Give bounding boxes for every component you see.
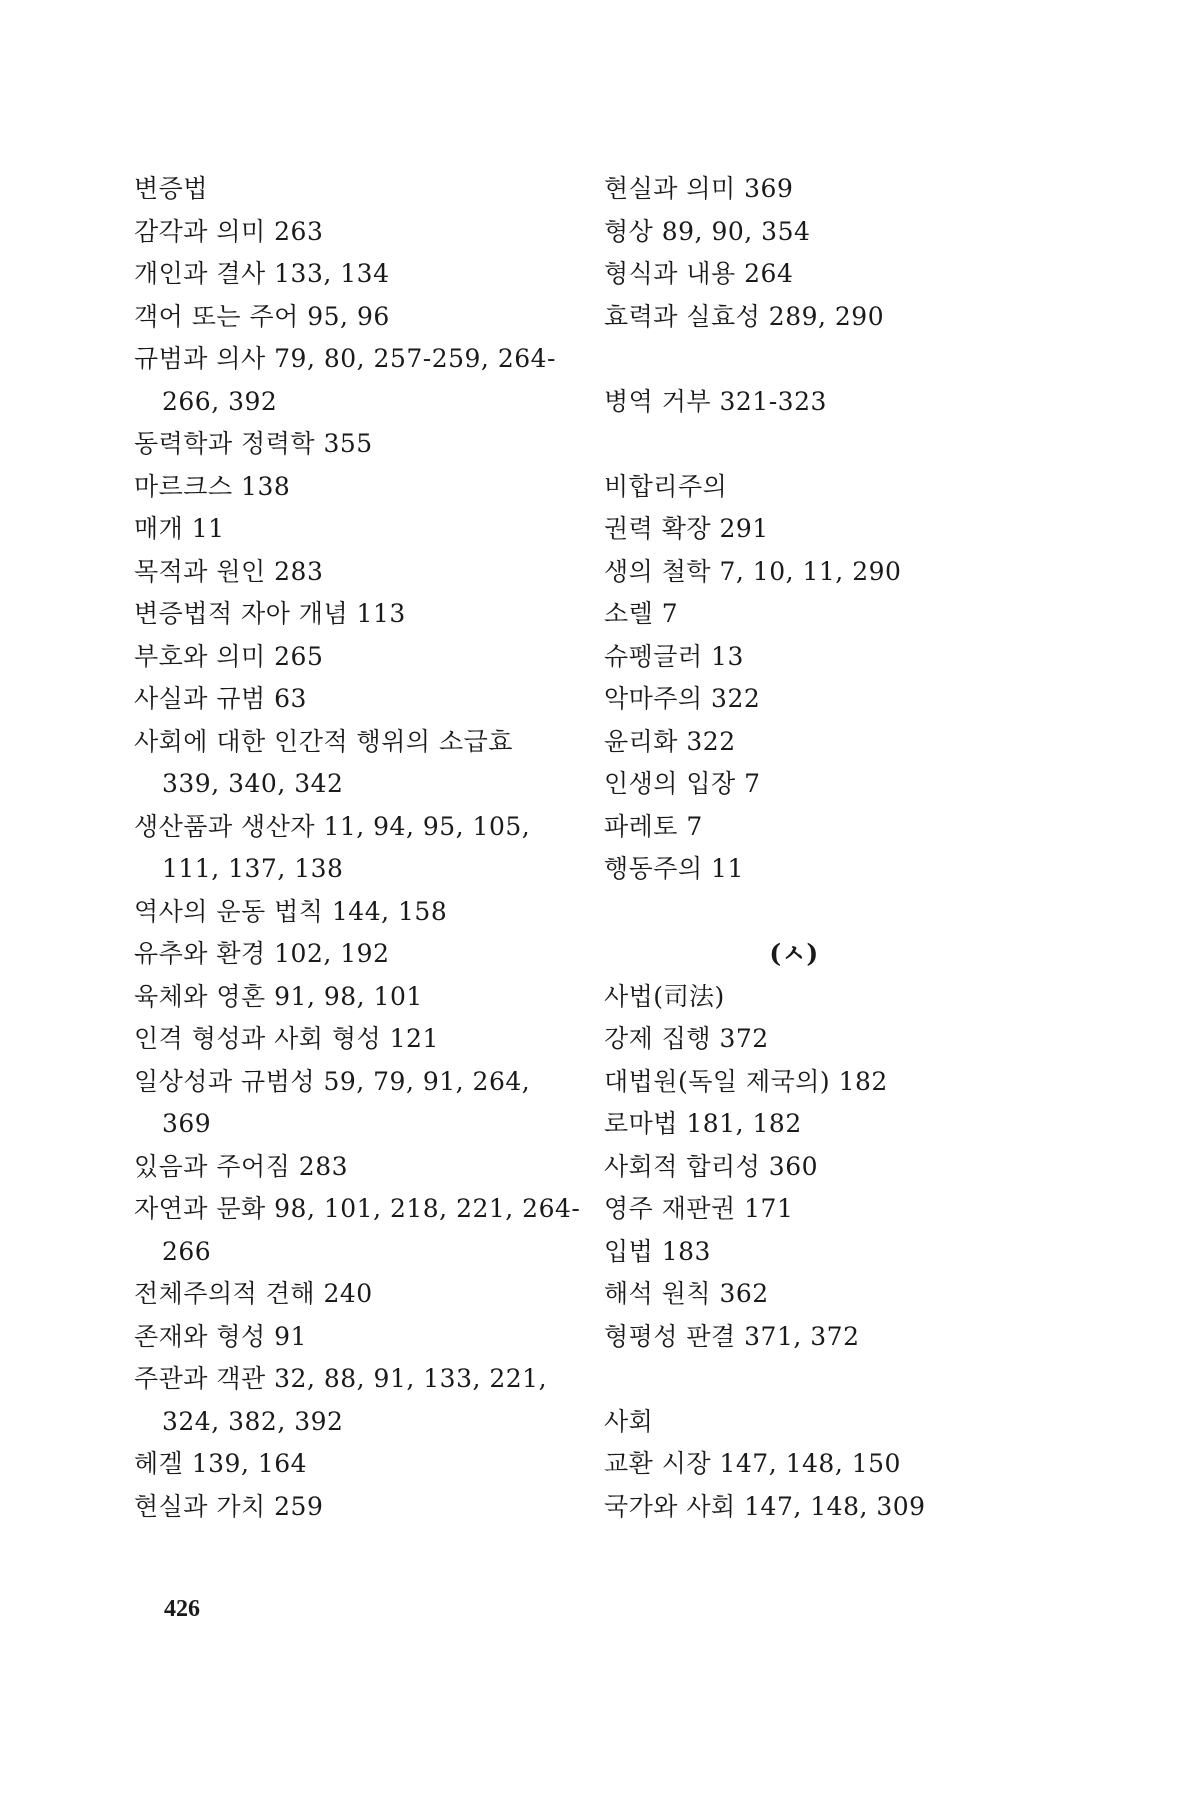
index-entry: 입법 183 [604,1236,711,1266]
index-entry: 사회적 합리성 360 [604,1151,819,1181]
index-entry: 규범과 의사 79, 80, 257-259, 264- [134,344,556,373]
index-entry: 생산품과 생산자 11, 94, 95, 105, [134,811,531,841]
index-entry: 대법원(독일 제국의) 182 [604,1066,888,1096]
index-entry: 전체주의적 견해 240 [134,1279,373,1308]
index-entry: 병역 거부 321-323 [604,386,827,416]
page-number: 426 [164,1596,200,1622]
index-entry: 윤리화 322 [604,726,736,756]
index-entry: 역사의 운동 법칙 144, 158 [134,896,448,926]
index-entry: 로마법 181, 182 [604,1109,802,1138]
index-entry: 사회에 대한 인간적 행위의 소급효 [134,726,513,756]
index-entry: 사회 [604,1406,654,1436]
index-entry: 사실과 규범 63 [134,684,307,713]
index-entry: 악마주의 322 [604,684,761,713]
index-entry: 감각과 의미 263 [134,216,324,246]
index-column-left [134,168,581,1528]
spacer [604,1358,1044,1401]
index-entry: 개인과 결사 133, 134 [134,259,390,288]
index-entry: 강제 집행 372 [604,1024,769,1053]
index-entry-continuation: 324, 382, 392 [162,1406,344,1436]
index-entry: 해석 원칙 362 [604,1279,769,1308]
index-entry: 영주 재판권 171 [604,1194,794,1223]
index-entry-continuation: 111, 137, 138 [162,854,344,883]
index-entry: 헤겔 139, 164 [134,1449,308,1478]
spacer [604,891,1044,934]
spacer [604,338,1044,381]
index-entry: 슈펭글러 13 [604,641,744,671]
index-entry: 행동주의 11 [604,854,744,883]
index-entry: 자연과 문화 98, 101, 218, 221, 264- [134,1194,581,1223]
index-entry: 동력학과 정력학 355 [134,429,373,458]
index-entry: 존재와 형성 91 [134,1321,307,1351]
index-entry: 형식과 내용 264 [604,259,794,288]
index-entry: 있음과 주어짐 283 [134,1151,349,1181]
index-entry: 인격 형성과 사회 형성 121 [134,1024,439,1053]
index-entry: 육체와 영혼 91, 98, 101 [134,981,423,1011]
index-entry-continuation: 266, 392 [162,386,278,416]
index-entry: 교환 시장 147, 148, 150 [604,1449,901,1478]
index-entry: 현실과 의미 369 [604,174,794,203]
index-entry: 변증법 [134,174,208,203]
index-entry: 변증법적 자아 개념 113 [134,599,406,628]
index-entry: 일상성과 규범성 59, 79, 91, 264, [134,1066,531,1096]
index-entry: 객어 또는 주어 95, 96 [134,301,390,331]
index-entry: 효력과 실효성 289, 290 [604,301,885,331]
index-entry-continuation: 266 [162,1236,212,1266]
index-entry: 마르크스 138 [134,471,291,501]
index-entry: 부호와 의미 265 [134,641,324,671]
index-entry: 형상 89, 90, 354 [604,216,811,246]
index-column-right [604,168,1044,1528]
index-entry: 현실과 가치 259 [134,1491,324,1521]
index-entry-continuation: 369 [162,1109,212,1138]
index-entry: 목적과 원인 283 [134,556,324,586]
index-entry: 권력 확장 291 [604,514,769,543]
index-entry: 형평성 판결 371, 372 [604,1321,860,1351]
section-heading: (ㅅ) [769,939,819,968]
spacer [604,423,1044,466]
index-entry: 비합리주의 [604,471,728,501]
index-entry: 생의 철학 7, 10, 11, 290 [604,556,902,586]
index-entry: 주관과 객관 32, 88, 91, 133, 221, [134,1364,548,1393]
index-entry: 국가와 사회 147, 148, 309 [604,1491,926,1521]
index-entry: 사법(司法) [604,981,725,1011]
index-entry-continuation: 339, 340, 342 [162,769,344,798]
index-entry: 소렐 7 [604,599,679,628]
index-entry: 파레토 7 [604,811,703,841]
index-entry: 매개 11 [134,514,225,543]
index-entry: 유추와 환경 102, 192 [134,939,390,968]
index-entry: 인생의 입장 7 [604,769,761,798]
